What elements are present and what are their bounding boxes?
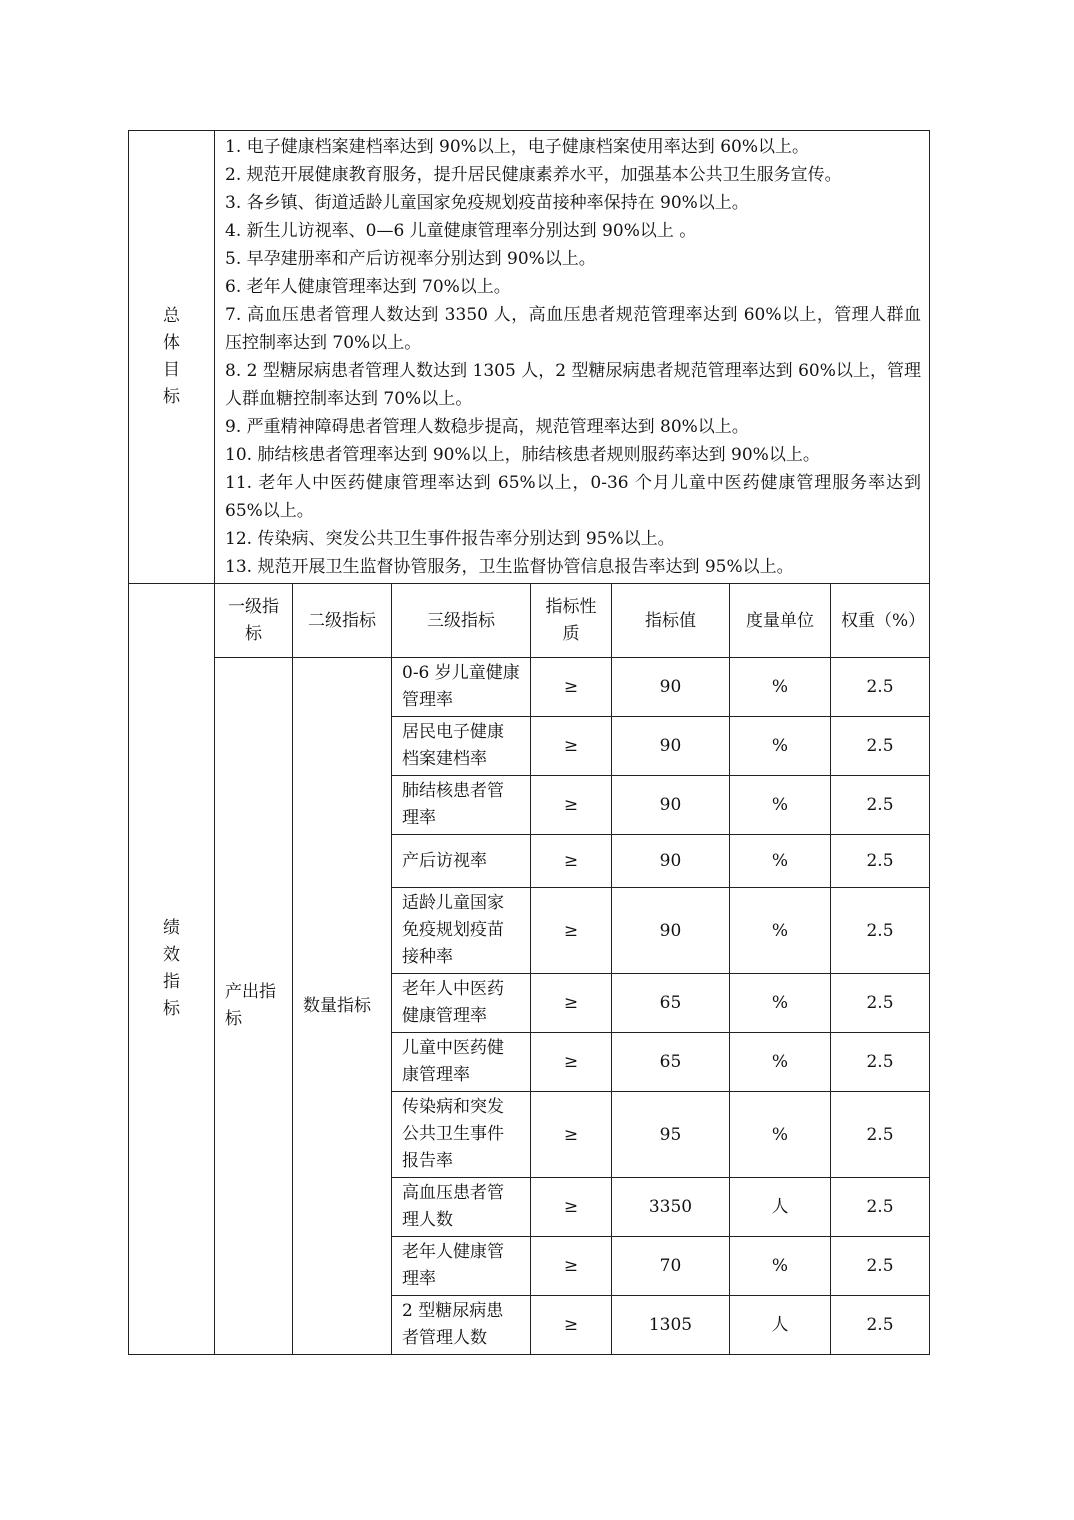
indicator-unit: 人 [730,1178,831,1237]
goal-item: 7. 高血压患者管理人数达到 3350 人，高血压患者规范管理率达到 60%以上，管理人群血压控制率达到 70%以上。 [225,305,921,353]
indicator-weight: 2.5 [831,974,930,1033]
indicator-value: 90 [612,776,730,835]
indicator-weight: 2.5 [831,717,930,776]
indicator-nature: ≥ [531,974,612,1033]
indicator-value: 90 [612,888,730,974]
goal-item: 10. 肺结核患者管理率达到 90%以上，肺结核患者规则服药率达到 90%以上。 [225,445,820,465]
indicator-unit: % [730,888,831,974]
indicator-name: 2 型糖尿病患者管理人数 [392,1296,531,1355]
performance-label-char: 指 [163,972,180,992]
goal-item: 13. 规范开展卫生监督协管服务，卫生监督协管信息报告率达到 95%以上。 [225,557,794,577]
table-row [129,658,930,717]
indicator-weight: 2.5 [831,1092,930,1178]
header-level2 [293,584,392,658]
goal-item: 5. 早孕建册率和产后访视率分别达到 90%以上。 [225,249,596,269]
indicator-weight: 2.5 [831,1296,930,1355]
indicator-value: 3350 [612,1178,730,1237]
indicator-value: 95 [612,1092,730,1178]
indicator-weight: 2.5 [831,888,930,974]
indicator-value: 90 [612,835,730,888]
indicator-weight: 2.5 [831,1178,930,1237]
indicator-name: 老年人中医药健康管理率 [392,974,531,1033]
header-value [612,584,730,658]
indicator-nature: ≥ [531,1033,612,1092]
indicator-nature: ≥ [531,1178,612,1237]
header-level1 [215,584,293,658]
goals-label-char: 总 [163,306,180,326]
indicator-value: 90 [612,717,730,776]
goal-item: 11. 老年人中医药健康管理率达到 65%以上，0-36 个月儿童中医药健康管理服务率达到 65%以上。 [225,473,921,521]
indicator-weight: 2.5 [831,1237,930,1296]
indicator-name: 适龄儿童国家免疫规划疫苗接种率 [392,888,531,974]
goals-label [129,131,215,584]
indicator-nature: ≥ [531,835,612,888]
indicator-nature: ≥ [531,1237,612,1296]
performance-label-char: 绩 [163,918,180,938]
goal-item: 6. 老年人健康管理率达到 70%以上。 [225,277,511,297]
goal-item: 3. 各乡镇、街道适龄儿童国家免疫规划疫苗接种率保持在 90%以上。 [225,193,749,213]
indicator-name: 肺结核患者管理率 [392,776,531,835]
indicator-nature: ≥ [531,1092,612,1178]
indicator-unit: % [730,835,831,888]
goal-item: 8. 2 型糖尿病患者管理人数达到 1305 人，2 型糖尿病患者规范管理率达到 60%以上，管理人群血糖控制率达到 70%以上。 [225,361,921,409]
goals-label-char: 目 [163,360,180,380]
goals-label-char: 标 [163,387,180,407]
header-unit-text: 度量单位 [746,610,814,631]
goal-item: 2. 规范开展健康教育服务，提升居民健康素养水平，加强基本公共卫生服务宣传。 [225,165,842,185]
indicator-value: 1305 [612,1296,730,1355]
indicator-weight: 2.5 [831,835,930,888]
indicator-value: 65 [612,974,730,1033]
indicator-name: 产后访视率 [392,835,531,888]
indicator-weight: 2.5 [831,658,930,717]
header-nature-text: 指标性质 [545,596,597,644]
header-level1-text: 一级指标 [228,596,279,644]
header-weight-text: 权重（%） [841,610,926,631]
indicator-name: 高血压患者管理人数 [392,1178,531,1237]
header-weight [831,584,930,658]
performance-table [128,130,930,1355]
performance-label-char: 标 [163,999,180,1019]
indicator-unit: % [730,1237,831,1296]
performance-label-char: 效 [163,945,180,965]
indicator-unit: % [730,1033,831,1092]
document-page [128,130,929,1355]
indicator-unit: % [730,658,831,717]
goal-item: 9. 严重精神障碍患者管理人数稳步提高，规范管理率达到 80%以上。 [225,417,749,437]
header-level3-text: 三级指标 [427,610,495,631]
indicator-name: 儿童中医药健康管理率 [392,1033,531,1092]
performance-label [129,584,215,1355]
indicator-nature: ≥ [531,888,612,974]
header-unit [730,584,831,658]
level2-value: 数量指标 [293,658,392,1355]
indicator-name: 居民电子健康档案建档率 [392,717,531,776]
indicator-unit: 人 [730,1296,831,1355]
indicator-unit: % [730,974,831,1033]
goal-item: 12. 传染病、突发公共卫生事件报告率分别达到 95%以上。 [225,529,675,549]
indicator-value: 65 [612,1033,730,1092]
header-nature [531,584,612,658]
indicator-unit: % [730,1092,831,1178]
header-level3 [392,584,531,658]
indicator-nature: ≥ [531,1296,612,1355]
header-value-text: 指标值 [645,610,696,631]
indicator-unit: % [730,776,831,835]
indicator-header-row [129,584,930,658]
indicator-value: 90 [612,658,730,717]
indicator-weight: 2.5 [831,1033,930,1092]
goals-label-char: 体 [163,333,180,353]
goals-content [215,131,930,584]
goal-item: 1. 电子健康档案建档率达到 90%以上，电子健康档案使用率达到 60%以上。 [225,137,810,157]
goals-row [129,131,930,584]
indicator-nature: ≥ [531,717,612,776]
indicator-name: 老年人健康管理率 [392,1237,531,1296]
indicator-value: 70 [612,1237,730,1296]
indicator-weight: 2.5 [831,776,930,835]
indicator-name: 0-6 岁儿童健康管理率 [392,658,531,717]
header-level2-text: 二级指标 [308,610,376,631]
indicator-nature: ≥ [531,776,612,835]
level1-value: 产出指标 [215,658,293,1355]
indicator-nature: ≥ [531,658,612,717]
goal-item: 4. 新生儿访视率、0—6 儿童健康管理率分别达到 90%以上 。 [225,221,697,241]
indicator-unit: % [730,717,831,776]
indicator-name: 传染病和突发公共卫生事件报告率 [392,1092,531,1178]
